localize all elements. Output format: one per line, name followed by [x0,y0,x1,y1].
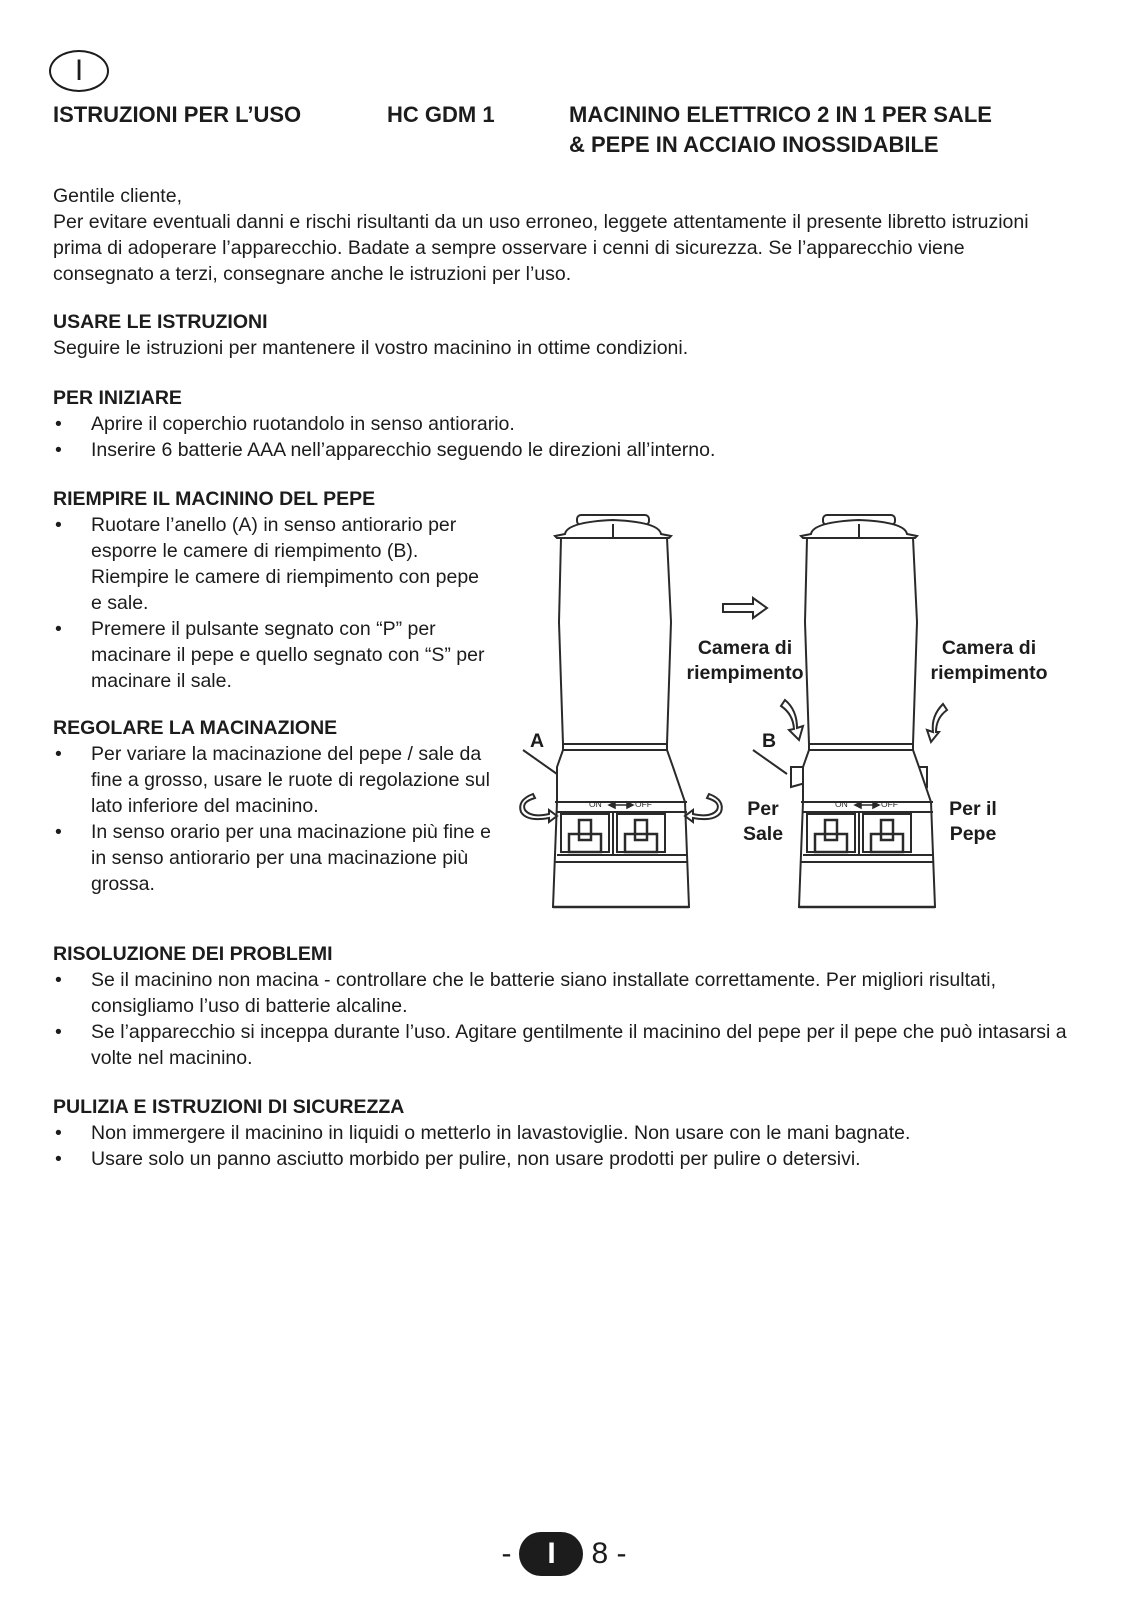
camera-label-left: Camera di riempimento [686,637,804,684]
page-language-badge: I [519,1532,583,1576]
grinder-left [553,515,689,907]
list-item: • In senso orario per una macinazione più fine e in senso antiorario per una macinazione più grossa. [53,819,493,897]
label-a: A [530,730,545,752]
intro-text: Per evitare eventuali danni e rischi risultanti da un uso erroneo, leggete attentamente il presente libretto istruzioni prima di adoperare l’apparecchio. Badate a sempre osservare i cenni di sicurezza. Se l’apparecchio viene consegnato a terzi, consegnare anche le istruzioni per l’uso. [53,211,1029,285]
grinder-figure [505,512,1065,922]
list-item: • Usare solo un panno asciutto morbido per pulire, non usare prodotti per pulire o detersivi. [53,1146,1073,1172]
section-title: PULIZIA E ISTRUZIONI DI SICUREZZA [53,1096,405,1118]
grinder-illustration [505,512,1065,922]
list-item: • Ruotare l’anello (A) in senso antiorario per esporre le camere di riempimento (B). Riempire le camere di riempimento con pepe e sale. [53,512,493,616]
section-title: USARE LE ISTRUZIONI [53,311,268,333]
product-title [569,100,992,160]
section-title: RISOLUZIONE DEI PROBLEMI [53,943,333,965]
label-b: B [762,730,777,752]
transition-arrow-icon [723,598,767,618]
switch-on-label-right: ON [835,799,848,809]
page-number-text: 8 - [591,1537,627,1570]
page-dash: - [501,1537,512,1570]
section-title: PER INIZIARE [53,387,182,409]
section-iniziare [53,385,1073,463]
section-title: REGOLARE LA MACINAZIONE [53,717,338,739]
section-riempire [53,486,493,694]
list-item: • Se il macinino non macina - controllare che le batterie siano installate correttamente. Per migliori risultati, consigliamo l’uso di batterie alcaline. [53,967,1073,1019]
section-regolare [53,715,493,897]
section-usare [53,309,1053,361]
switch-off-label-left: OFF [635,799,652,809]
page-number [0,1532,1128,1576]
product-title-line2: & PEPE IN ACCIAIO INOSSIDABILE [569,132,939,157]
list-item: • Aprire il coperchio ruotandolo in senso antiorario. [53,411,1073,437]
chamber-arrow-left-icon [781,700,803,740]
list-item: • Se l’apparecchio si inceppa durante l’uso. Agitare gentilmente il macinino del pepe per il pepe che può intasarsi a volte nel macinino. [53,1019,1073,1071]
camera-label-right: Camera di riempimento [930,637,1048,684]
language-badge-letter: I [74,54,84,87]
rotate-cw-arrow-icon [685,794,722,822]
manual-title: ISTRUZIONI PER L’USO [53,102,302,127]
section-pulizia [53,1094,1073,1172]
chamber-arrow-right-icon [927,704,947,742]
section-title: RIEMPIRE IL MACININO DEL PEPE [53,488,376,510]
grinder-right [791,515,935,907]
greeting: Gentile cliente, [53,185,182,207]
product-title-line1: MACININO ELETTRICO 2 IN 1 PER SALE [569,102,992,127]
language-badge [49,50,109,92]
model-code: HC GDM 1 [387,102,495,127]
per-sale-label: Per Sale [742,798,784,845]
per-pepe-label: Per il Pepe [949,798,997,845]
section-text: Seguire le istruzioni per mantenere il vostro macinino in ottime condizioni. [53,337,689,359]
list-item: • Inserire 6 batterie AAA nell’apparecchio seguendo le direzioni all’interno. [53,437,1073,463]
list-item: • Non immergere il macinino in liquidi o metterlo in lavastoviglie. Non usare con le mani bagnate. [53,1120,1073,1146]
list-item: • Premere il pulsante segnato con “P” per macinare il pepe e quello segnato con “S” per macinare il sale. [53,616,493,694]
section-problemi [53,941,1073,1071]
list-item: • Per variare la macinazione del pepe / sale da fine a grosso, usare le ruote di regolazione sul lato inferiore del macinino. [53,741,493,819]
intro [53,183,1053,287]
rotate-ccw-arrow-icon [520,794,557,822]
switch-off-label-right: OFF [881,799,898,809]
switch-on-label-left: ON [589,799,602,809]
